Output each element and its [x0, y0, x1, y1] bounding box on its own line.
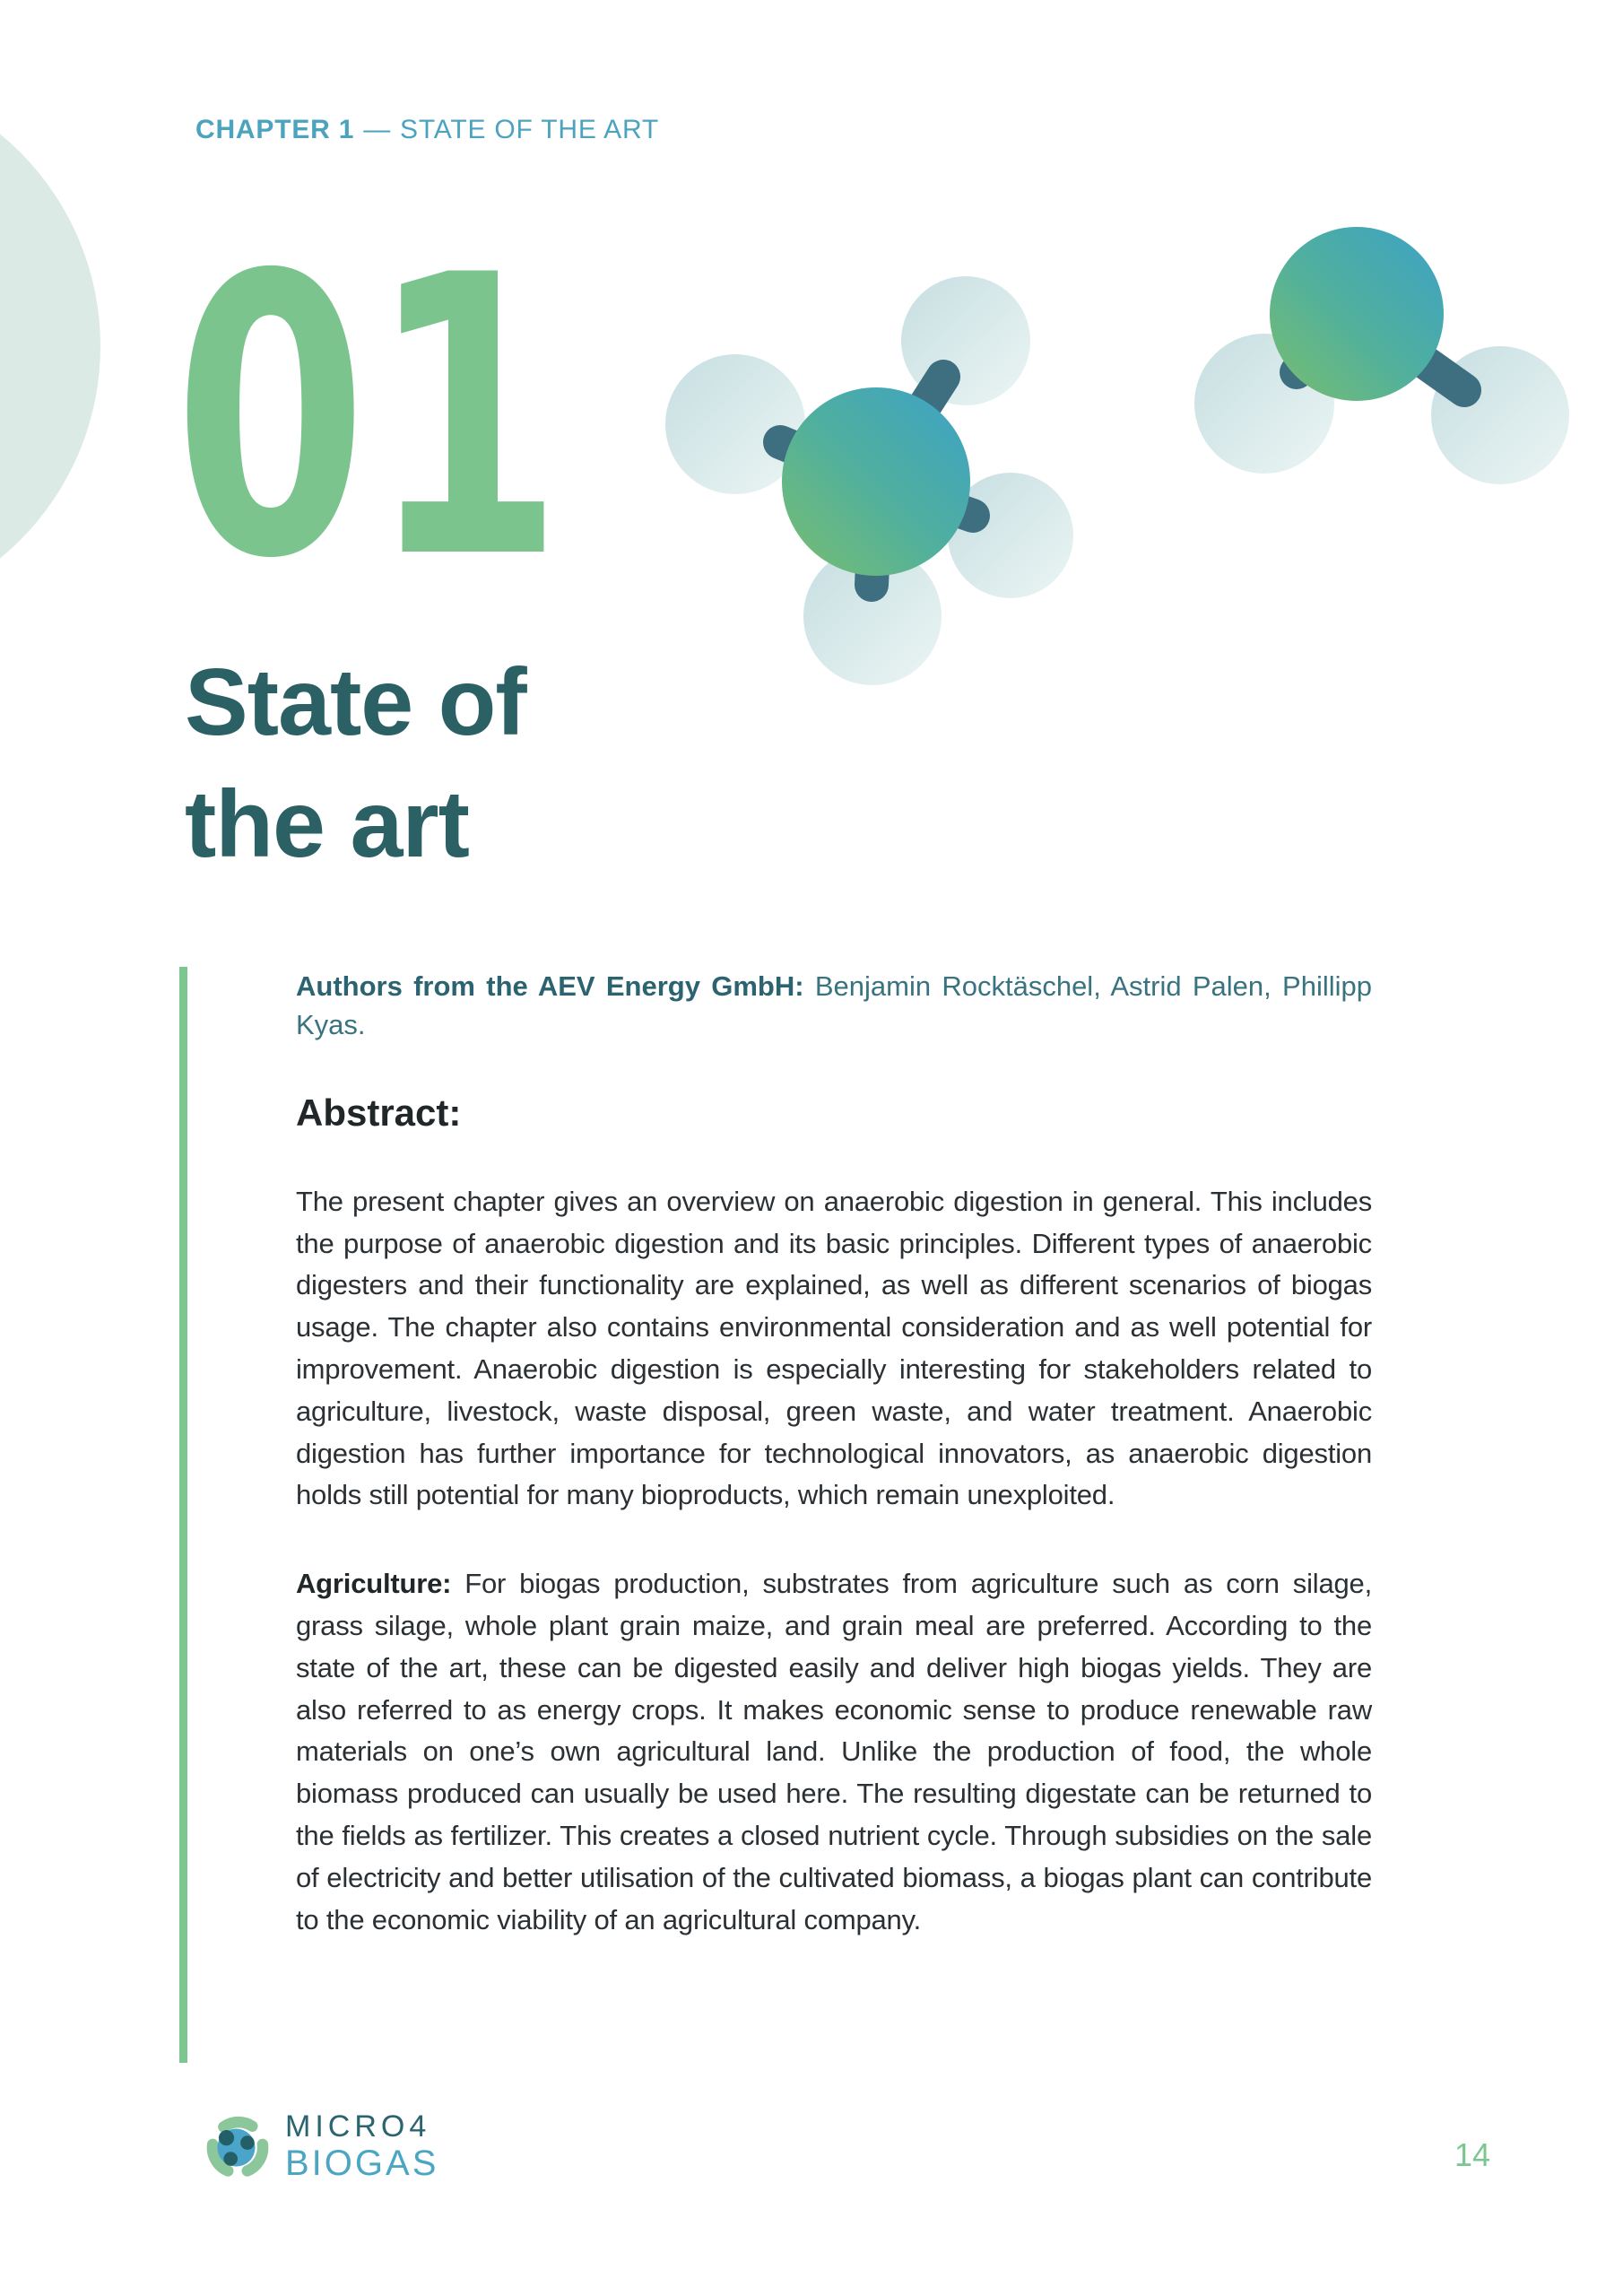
header-separator: — [363, 115, 392, 144]
molecule-illustration [628, 179, 1623, 700]
logo-text-biogas: BIOGAS [285, 2144, 439, 2183]
chapter-label: CHAPTER 1 [195, 115, 355, 144]
chapter-number: 01 [174, 195, 566, 643]
agriculture-lead: Agriculture: [296, 1568, 452, 1600]
page-title [185, 642, 526, 885]
micro4biogas-logo-icon [203, 2109, 273, 2183]
accent-vertical-bar [179, 967, 187, 2063]
authors-names: Benjamin Rocktäschel, Astrid Palen, Phillipp Kyas. [296, 970, 1372, 1041]
logo-text-micro4: MICRO4 [285, 2109, 431, 2144]
brand-logo [203, 2109, 438, 2183]
main-text-column [296, 967, 1372, 1941]
logo-wordmark [285, 2111, 438, 2181]
authors-line [296, 967, 1372, 1045]
page-number: 14 [1454, 2136, 1491, 2173]
methane-molecule [665, 276, 1073, 685]
abstract-text: The present chapter gives an overview on anaerobic digestion in general. This includes the purpose of anaerobic digestion and its basic principles. Different types of anaerobic digesters and their functionality are explained, as well as different scenarios of biogas usage. The chapter also contains environmental consideration and as well potential for improvement. Anaerobic digestion is especially interesting for stakeholders related to agriculture, livestock, waste disposal, green waste, and water treatment. Anaerobic digestion has further importance for technological innovators, as anaerobic digestion holds still potential for many bioproducts, which remain unexploited. [296, 1185, 1372, 1511]
page-title-line1: State of [185, 649, 526, 755]
page-title-line2: the art [185, 770, 469, 877]
agriculture-text: For biogas production, substrates from agriculture such as corn silage, grass silage, whole plant grain maize, and grain meal are preferred. According to the state of the art, these can be digested easily and deliver high biogas yields. They are also referred to as energy crops. It makes economic sense to produce renewable raw materials on one’s own agricultural land. Unlike the production of food, the whole biomass produced can usually be used here. The resulting digestate can be returned to the fields as fertilizer. This creates a closed nutrient cycle. Through subsidies on the sale of electricity and better utilisation of the cultivated biomass, a biogas plant can contribute to the economic viability of an agricultural company. [296, 1568, 1372, 1935]
decorative-circle [0, 72, 100, 621]
water-molecule [1194, 227, 1569, 484]
authors-lead: Authors from the AEV Energy GmbH: [296, 970, 804, 1002]
agriculture-paragraph [296, 1563, 1372, 1941]
chapter-header [195, 115, 659, 145]
abstract-heading: Abstract: [296, 1091, 462, 1134]
section-label: STATE OF THE ART [400, 115, 659, 144]
